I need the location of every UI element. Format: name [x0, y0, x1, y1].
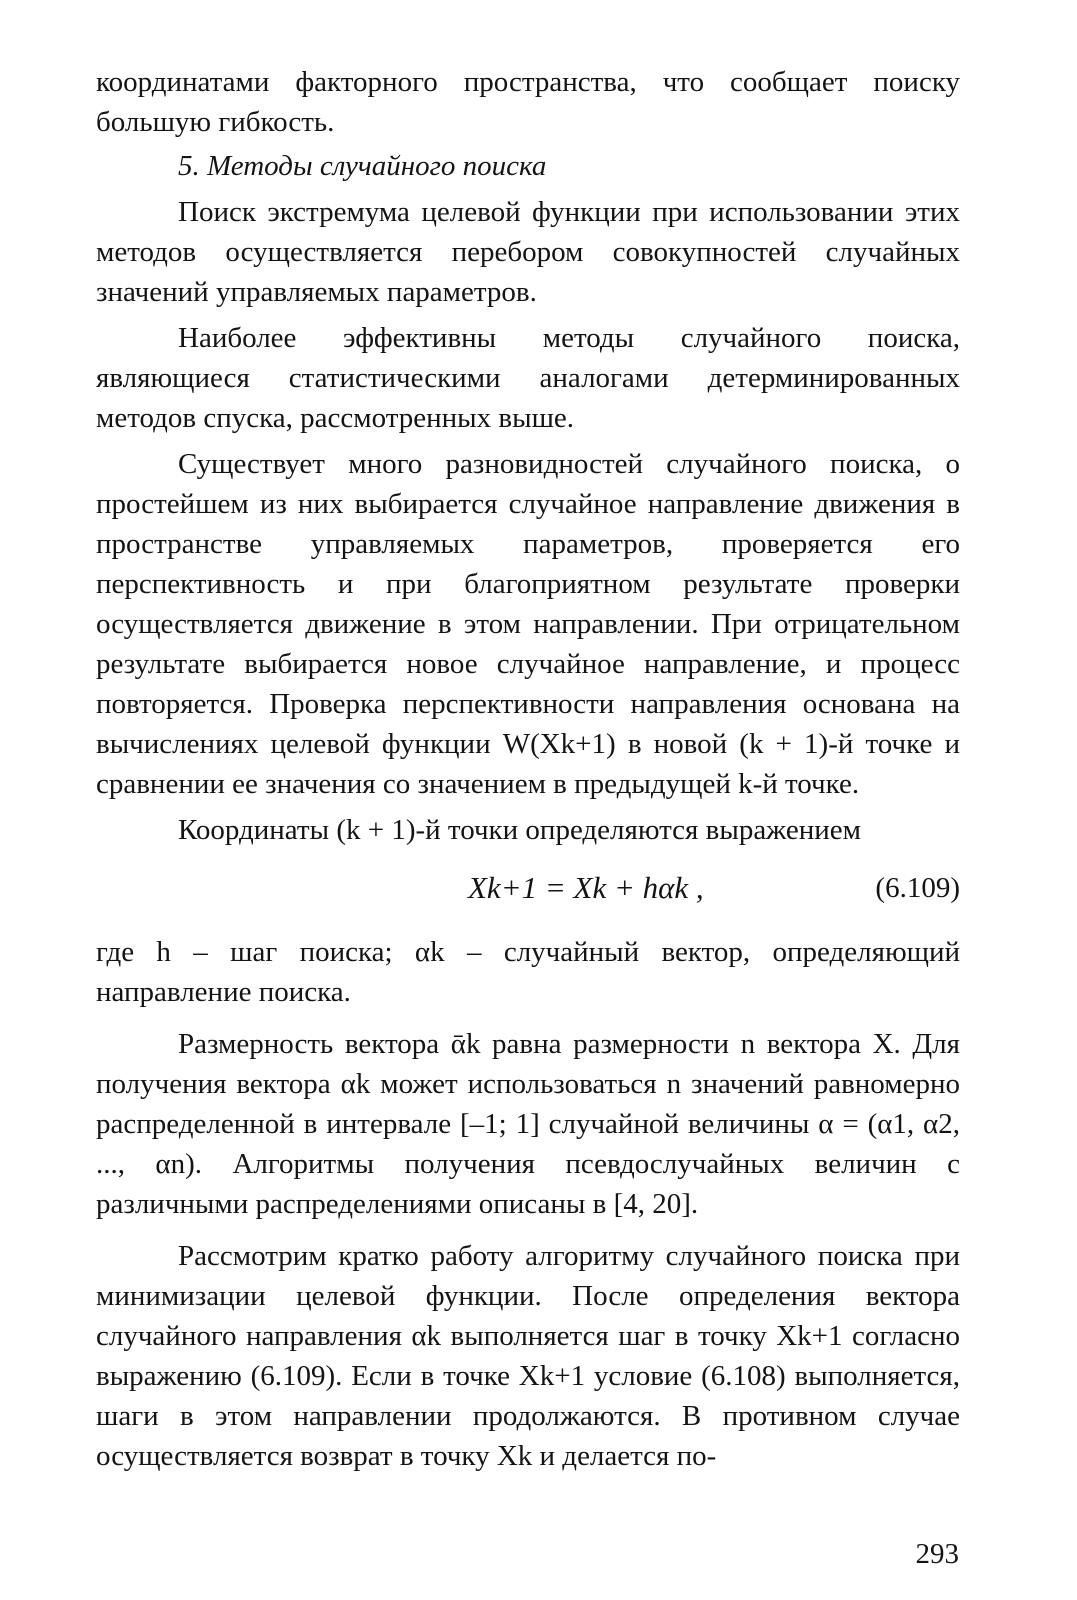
paragraph-where-h: где h – шаг поиска; αk – случайный вектор, определяющий направление поиска. — [96, 936, 960, 1008]
paragraph-continuation: координатами факторного пространства, что сообщает поиску большую гибкость. — [96, 66, 960, 138]
equation-6-109 — [96, 856, 960, 920]
paragraph-search-extremum: Поиск экстремума целевой функции при использовании этих методов осуществляется перебором совокупностей случайных значений управляемых параметров. — [96, 196, 960, 308]
page-number: 293 — [915, 1538, 959, 1570]
paragraph-algorithm: Рассмотрим кратко работу алгоритму случайного поиска при минимизации целевой функции. После определения вектора случайного направления αk выполняется шаг в точку Xk+1 согласно выражению (6.109). Если в точке Xk+1 условие (6.108) выполняется, шаги в этом направлении продолжаются. В противном случае осуществляется возврат в точку Xk и делается по- — [96, 1240, 960, 1472]
section-heading: 5. Методы случайного поиска — [178, 150, 547, 182]
equation-expression: Xk+1 = Xk + hαk , — [468, 870, 704, 905]
equation-number: (6.109) — [875, 872, 960, 904]
paragraph-vector-dimension: Размерность вектора ᾱk равна размерности n вектора X. Для получения вектора αk может использоваться n значений равномерно распределенной в интервале [–1; 1] случайной величины α = (α1, α2, ..., αn). Алгоритмы получения псевдослучайных величин с различными распределениями описаны в [4, 20]. — [96, 1028, 960, 1220]
paragraph-effective-methods: Наиболее эффективны методы случайного поиска, являющиеся статистическими аналогами детерминированных методов спуска, рассмотренных выше. — [96, 322, 960, 434]
page-body — [96, 62, 960, 1476]
paragraph-search-varieties: Существует много разновидностей случайного поиска, о простейшем из них выбирается случайное направление движения в пространстве управляемых параметров, проверяется его перспективность и при благоприятном результате проверки осуществляется движение в этом направлении. При отрицательном результате выбирается новое случайное направление, и процесс повторяется. Проверка перспективности направления основана на вычислениях целевой функции W(Xk+1) в новой (k + 1)-й точке и сравнении ее значения со значением в предыдущей k-й точке. — [96, 448, 960, 800]
paragraph-coordinates: Координаты (k + 1)-й точки определяются выражением — [178, 814, 861, 846]
